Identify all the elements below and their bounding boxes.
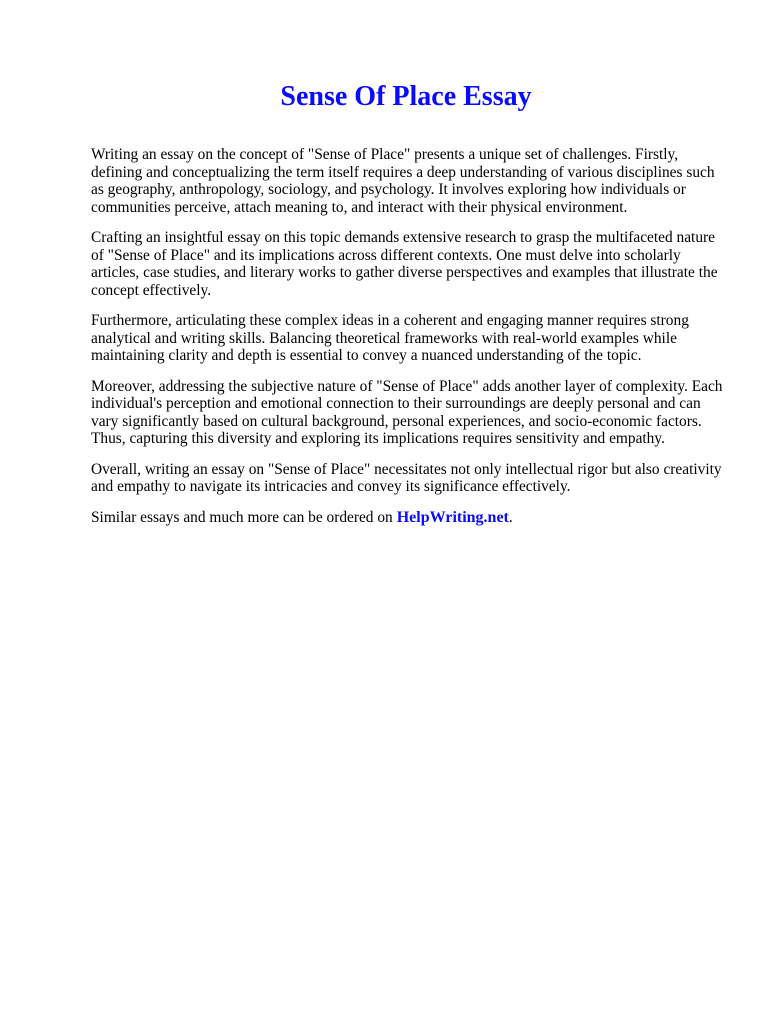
closing-text: Similar essays and much more can be ordered on [91, 508, 393, 526]
essay-body [91, 146, 731, 539]
paragraph: Furthermore, articulating these complex ideas in a coherent and engaging manner requires strong analytical and writing skills. Balancing theoretical frameworks with real-world examples while maintaining clarity and depth is essential to convey a nuanced understanding of the topic. [91, 312, 689, 364]
paragraph: Moreover, addressing the subjective nature of "Sense of Place" adds another layer of complexity. Each individual's perception and emotional connection to their surroundings are deeply personal and can vary significantly based on cultural background, personal experiences, and socio-economic factors. Thus, capturing this diversity and exploring its implications requires sensitivity and empathy. [91, 377, 723, 447]
paragraph: Writing an essay on the concept of "Sense of Place" presents a unique set of challenges. Firstly, defining and conceptualizing the term itself requires a deep understanding of various disciplines such as geography, anthropology, sociology, and psychology. It involves exploring how individuals or communities perceive, attach meaning to, and interact with their physical environment. [91, 146, 715, 216]
helpwriting-link[interactable]: HelpWriting.net [396, 508, 509, 526]
closing-period: . [508, 508, 513, 526]
paragraph: Crafting an insightful essay on this topic demands extensive research to grasp the multifaceted nature of "Sense of Place" and its implications across different contexts. One must delve into scholarly articles, case studies, and literary works to gather diverse perspectives and examples that illustrate the concept effectively. [91, 229, 718, 299]
paragraph: Overall, writing an essay on "Sense of Place" necessitates not only intellectual rigor but also creativity and empathy to navigate its intricacies and convey its significance effectively. [91, 460, 722, 495]
closing-paragraph [91, 509, 731, 527]
page-title: Sense Of Place Essay [280, 81, 532, 112]
